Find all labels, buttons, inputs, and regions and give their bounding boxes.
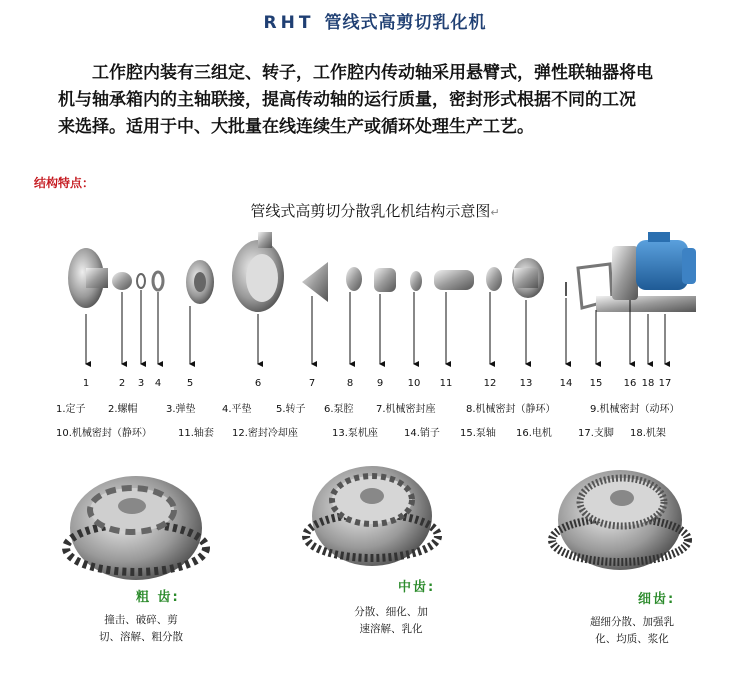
part-spring-washer bbox=[137, 274, 145, 288]
legend-item: 17.支脚 bbox=[578, 428, 614, 439]
part-cooling-seat bbox=[486, 267, 502, 291]
legend-item: 2.螺帽 bbox=[108, 404, 138, 415]
part-nut bbox=[112, 272, 132, 290]
legend-item: 7.机械密封座 bbox=[376, 404, 436, 415]
legend-item: 6.泵腔 bbox=[324, 404, 354, 415]
part-number: 3 bbox=[137, 378, 145, 389]
fine-tooth-label: 细齿: bbox=[638, 592, 676, 607]
coarse-tooth-desc-1: 撞击、破碎、剪 bbox=[104, 614, 178, 626]
part-number: 1 bbox=[82, 378, 90, 389]
part-seal-seat bbox=[302, 262, 328, 302]
legend-item: 5.转子 bbox=[276, 404, 306, 415]
title-text: 管线式高剪切乳化机 bbox=[324, 13, 487, 33]
part-number: 5 bbox=[186, 378, 194, 389]
coarse-tooth-desc bbox=[78, 612, 204, 646]
part-number: 11 bbox=[439, 378, 453, 389]
intro-line-3: 来选择。适用于中、大批量在线连续生产或循环处理生产工艺。 bbox=[58, 117, 534, 137]
fine-tooth-desc bbox=[564, 614, 700, 648]
medium-tooth-desc-2: 速溶解、乳化 bbox=[359, 623, 423, 635]
legend-item: 11.轴套 bbox=[178, 428, 214, 439]
part-number: 12 bbox=[483, 378, 497, 389]
legend-item: 18.机架 bbox=[630, 428, 666, 439]
intro-line-1: 工作腔内装有三组定、转子，工作腔内传动轴采用悬臂式，弹性联轴器将电 bbox=[92, 63, 653, 83]
medium-tooth-image bbox=[306, 466, 438, 566]
part-sleeve bbox=[434, 270, 474, 290]
legend-item: 9.机械密封（动环） bbox=[590, 404, 680, 415]
part-number: 8 bbox=[346, 378, 354, 389]
part-number: 17 bbox=[658, 378, 672, 389]
legend-item: 16.电机 bbox=[516, 428, 552, 439]
coarse-tooth-image bbox=[66, 476, 206, 580]
section-title: 结构特点： bbox=[34, 176, 95, 190]
medium-tooth-desc bbox=[326, 604, 456, 638]
part-stator bbox=[68, 248, 108, 308]
part-number: 15 bbox=[589, 378, 603, 389]
coarse-tooth-label: 粗 齿: bbox=[136, 590, 180, 605]
medium-tooth-label: 中齿: bbox=[398, 580, 436, 595]
legend-item: 15.泵轴 bbox=[460, 428, 496, 439]
legend-item: 1.定子 bbox=[56, 404, 86, 415]
legend-item: 14.销子 bbox=[404, 428, 440, 439]
part-number: 16 bbox=[623, 378, 637, 389]
legend-item: 10.机械密封（静环） bbox=[56, 428, 152, 439]
part-seal-dynamic bbox=[374, 268, 396, 292]
part-number: 10 bbox=[407, 378, 421, 389]
part-number: 2 bbox=[118, 378, 126, 389]
medium-tooth-desc-1: 分散、细化、加 bbox=[354, 606, 428, 618]
legend-item: 4.平垫 bbox=[222, 404, 252, 415]
part-number: 13 bbox=[519, 378, 533, 389]
coarse-tooth-desc-2: 切、溶解、粗分散 bbox=[99, 631, 183, 643]
fine-tooth-image bbox=[552, 470, 688, 570]
legend-item: 13.泵机座 bbox=[332, 428, 378, 439]
leader-lines bbox=[86, 290, 665, 364]
return-mark: ↵ bbox=[490, 206, 500, 219]
part-seal-static bbox=[346, 267, 362, 291]
part-rotor bbox=[186, 260, 214, 304]
fine-tooth-desc-2: 化、均质、浆化 bbox=[595, 633, 669, 645]
part-number: 7 bbox=[308, 378, 316, 389]
legend-item: 12.密封冷却座 bbox=[232, 428, 298, 439]
part-number: 6 bbox=[254, 378, 262, 389]
part-number: 4 bbox=[154, 378, 162, 389]
intro-line-2: 机与轴承箱内的主轴联接，提高传动轴的运行质量，密封形式根据不同的工况 bbox=[58, 90, 636, 110]
part-number: 14 bbox=[559, 378, 573, 389]
part-motor-frame bbox=[578, 232, 696, 312]
part-number: 18 bbox=[641, 378, 655, 389]
legend-item: 8.机械密封（静环） bbox=[466, 404, 556, 415]
brand-text: RHT bbox=[263, 13, 315, 33]
part-pump-chamber bbox=[232, 232, 284, 312]
part-number: 9 bbox=[376, 378, 384, 389]
fine-tooth-desc-1: 超细分散、加强乳 bbox=[590, 616, 674, 628]
part-seal-static-2 bbox=[410, 271, 422, 291]
diagram-title-text: 管线式高剪切分散乳化机结构示意图 bbox=[250, 202, 491, 220]
part-pump-base bbox=[512, 258, 544, 298]
part-flat-washer bbox=[153, 272, 163, 290]
legend-item: 3.弹垫 bbox=[166, 404, 196, 415]
